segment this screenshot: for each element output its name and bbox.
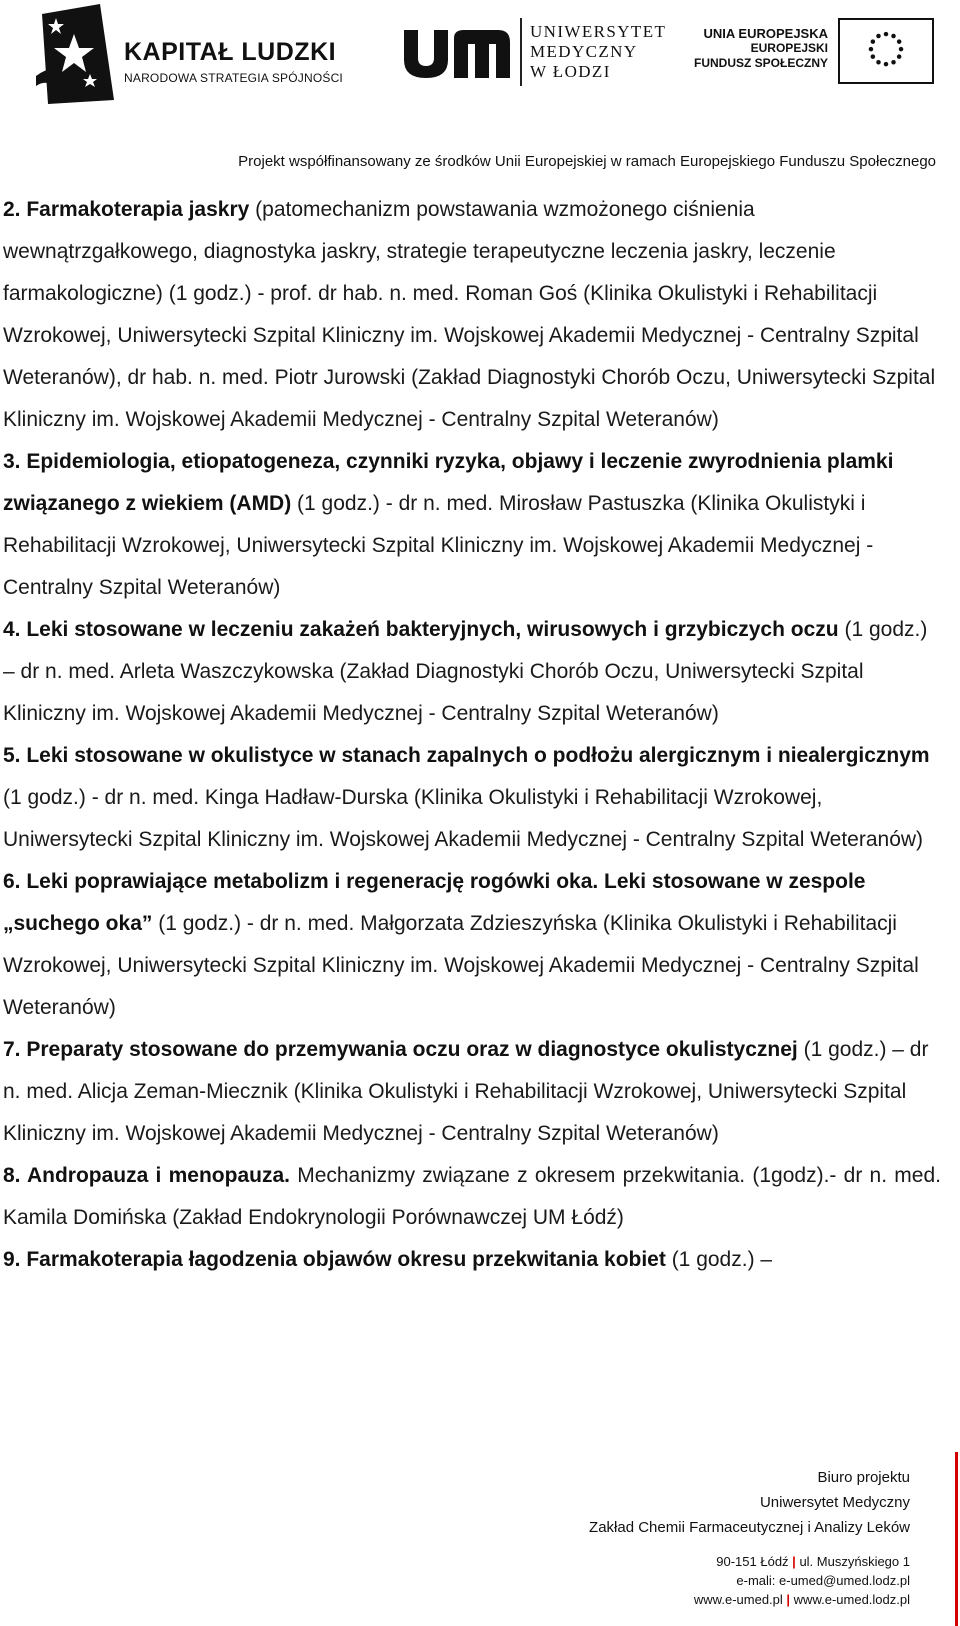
topic-item-8 [3, 1155, 941, 1239]
footer-street: ul. Muszyńskiego 1 [799, 1554, 910, 1569]
topic-item-5 [3, 735, 941, 861]
eu-logo-line3: FUNDUSZ SPOŁECZNY [693, 56, 828, 70]
kapital-ludzki-title: KAPITAŁ LUDZKI [124, 38, 337, 66]
footer-websites [694, 1590, 910, 1609]
um-logo-divider [520, 18, 522, 86]
footer-separator: | [792, 1554, 796, 1569]
um-logo-line1: UNIWERSYTET [530, 22, 667, 41]
topic-details: (1 godz.) – [665, 1248, 773, 1271]
footer-address [694, 1552, 910, 1571]
topic-details: (1 godz.) – dr n. med. Alicja Zeman-Miecznik (Klinika Okulistyki i Rehabilitacji Wzrokowej, Uniwersytecki Szpital Kliniczny im. Wojskowej Akademii Medycznej - Centralny Szpital Weteranów) [3, 1038, 929, 1145]
topic-details: (1 godz.) - dr n. med. Mirosław Pastuszka (Klinika Okulistyki i Rehabilitacji Wzrokowej, Uniwersytecki Szpital Kliniczny im. Wojskowej Akademii Medycznej - Centralny Szpital Weteranów) [3, 492, 874, 599]
footer-accent-rule [955, 1452, 958, 1626]
project-cofinancing-note: Projekt współfinansowany ze środków Unii Europejskiej w ramach Europejskiego Funduszu Społecznego [238, 153, 936, 170]
topic-title: 9. Farmakoterapia łagodzenia objawów okresu przekwitania kobiet [3, 1248, 666, 1271]
footer-web2: www.e-umed.lodz.pl [793, 1592, 910, 1607]
footer-web1: www.e-umed.pl [693, 1592, 783, 1607]
eu-logo-line1: UNIA EUROPEJSKA [703, 26, 828, 41]
course-topic-list [3, 189, 941, 1281]
eu-logo-line2: EUROPEJSKI [750, 41, 828, 55]
um-logo-line3: W ŁODZI [530, 62, 611, 81]
topic-item-7 [3, 1029, 941, 1155]
footer-university: Uniwersytet Medyczny [759, 1494, 910, 1511]
umed-lodz-logo [402, 18, 667, 88]
topic-item-3 [3, 441, 941, 609]
topic-details: Mechanizmy związane z okresem przekwitania. (1godz).- dr n. med. Kamila Domińska (Zakład Endokrynologii Porównawczej UM Łódź) [3, 1164, 941, 1229]
topic-item-6 [3, 861, 941, 1029]
topic-title: 7. Preparaty stosowane do przemywania oczu oraz w diagnostyce okulistycznej [3, 1038, 798, 1061]
topic-item-4 [3, 609, 941, 735]
footer-email: e-mali: e-umed@umed.lodz.pl [736, 1573, 910, 1588]
topic-item-9 [3, 1239, 941, 1281]
footer-office [589, 1465, 910, 1540]
kapital-ludzki-logo [34, 4, 354, 104]
eu-flag-icon [838, 18, 934, 84]
footer-separator: | [786, 1592, 791, 1607]
topic-details: (patomechanizm powstawania wzmożonego ciśnienia wewnątrzgałkowego, diagnostyka jaskry, strategie terapeutyczne leczenia jaskry, leczenie farmakologiczne) (1 godz.) - prof. dr hab. n. med. Roman Goś (Klinika Okulistyki i Rehabilitacji Wzrokowej, Uniwersytecki Szpital Kliniczny im. Wojskowej Akademii Medycznej - Centralny Szpital Weteranów), dr hab. n. med. Piotr Jurowski (Zakład Diagnostyki Chorób Oczu, Uniwersytecki Szpital Kliniczny im. Wojskowej Akademii Medycznej - Centralny Szpital Weteranów) [3, 198, 936, 431]
eu-logo-text [694, 26, 828, 71]
footer-contact [694, 1552, 910, 1609]
topic-details: (1 godz.) - dr n. med. Kinga Hadław-Durska (Klinika Okulistyki i Rehabilitacji Wzrokowej, Uniwersytecki Szpital Kliniczny im. Wojskowej Akademii Medycznej - Centralny Szpital Weteranów) [3, 786, 924, 851]
topic-title: 6. Leki poprawiające metabolizm i regenerację rogówki oka. Leki stosowane w zespole „suchego oka” [3, 870, 866, 935]
topic-title: 4. Leki stosowane w leczeniu zakażeń bakteryjnych, wirusowych i grzybiczych oczu [3, 618, 839, 641]
topic-item-2 [3, 189, 941, 441]
header-logos [0, 0, 960, 110]
topic-details: (1 godz.) – dr n. med. Arleta Waszczykowska (Zakład Diagnostyki Chorób Oczu, Uniwersytecki Szpital Kliniczny im. Wojskowej Akademii Medycznej - Centralny Szpital Weteranów) [3, 618, 928, 725]
kapital-ludzki-emblem-icon [34, 4, 114, 104]
um-monogram-icon [402, 28, 512, 78]
um-logo-text [530, 22, 666, 82]
topic-title: 8. Andropauza i menopauza. [3, 1164, 290, 1187]
footer-postal: 90-151 Łódź [716, 1554, 789, 1569]
footer-department: Zakład Chemii Farmaceutycznej i Analizy Leków [589, 1519, 910, 1536]
topic-title: 3. Epidemiologia, etiopatogeneza, czynniki ryzyka, objawy i leczenie zwyrodnienia plamki związanego z wiekiem (AMD) [3, 450, 894, 515]
topic-title: 5. Leki stosowane w okulistyce w stanach zapalnych o podłożu alergicznym i niealergicznym [3, 744, 930, 767]
topic-title: 2. Farmakoterapia jaskry [3, 198, 250, 221]
kapital-ludzki-subtitle: NARODOWA STRATEGIA SPÓJNOŚCI [124, 71, 343, 85]
eu-logo [690, 18, 934, 88]
topic-details: (1 godz.) - dr n. med. Małgorzata Zdzieszyńska (Klinika Okulistyki i Rehabilitacji Wzrokowej, Uniwersytecki Szpital Kliniczny im. Wojskowej Akademii Medycznej - Centralny Szpital Weteranów) [3, 912, 919, 1019]
um-logo-line2: MEDYCZNY [530, 42, 638, 61]
footer-office-label: Biuro projektu [817, 1469, 910, 1486]
